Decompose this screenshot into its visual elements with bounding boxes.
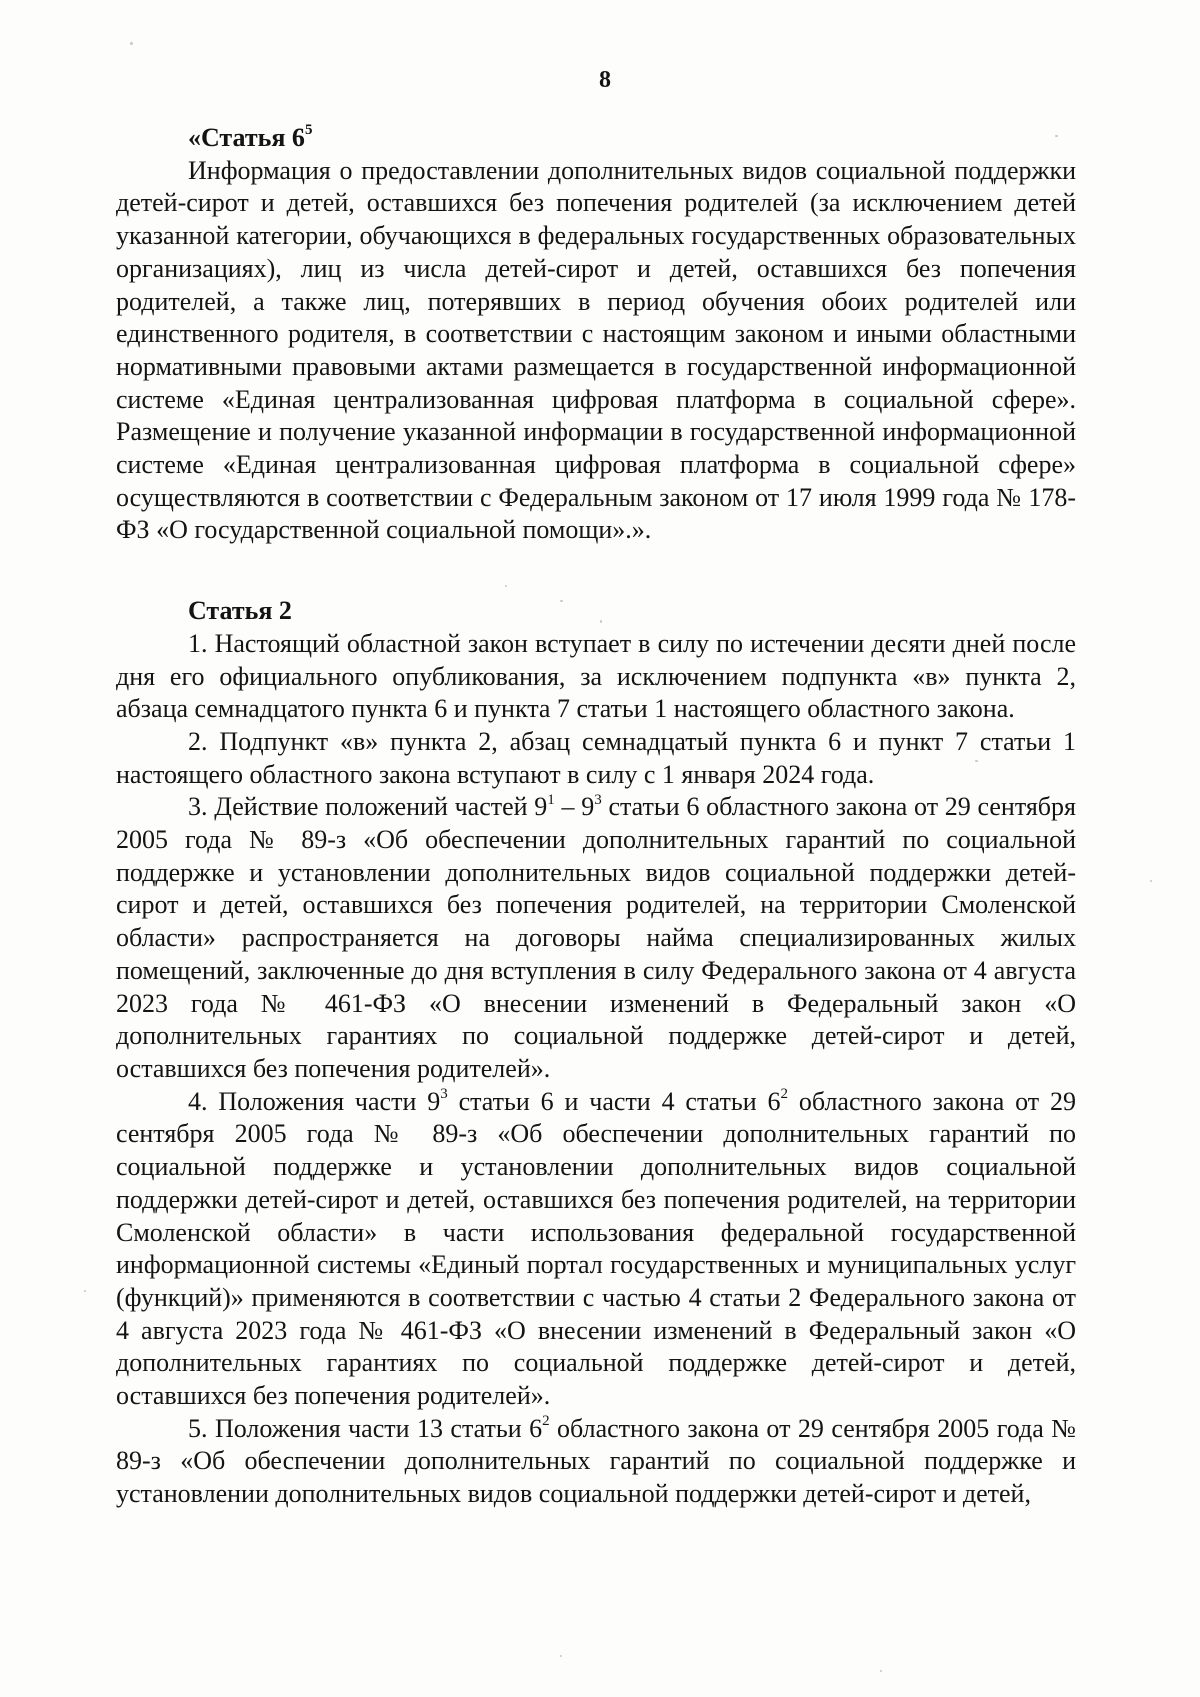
paragraph-3-text-c: статьи 6 областного закона от 29 сентября 2005 года № 89-з «Об обеспечении дополнительных гарантий по социальной поддержке и установлении дополнительных видов социальной поддержки детей-сирот и детей, оставшихся без попечения родителей, на территории Смоленской области» распространяется на договоры найма специализированных жилых помещений, заключенные до дня вступления в силу Федерального закона от 4 августа 2023 года № 461-ФЗ «О внесении изменений в Федеральный закон «О дополнительных гарантиях по социальной поддержке детей-сирот и детей, оставшихся без попечения родителей». [116,792,1076,1083]
paragraph-3-superscript-1: 1 [547,791,555,808]
paragraph-5-text-a: 5. Положения части 13 статьи 6 [188,1413,543,1443]
article-6-5-heading-text: «Статья 6 [188,123,305,152]
paragraph-3-text-a: 3. Действие положений частей 9 [188,792,548,822]
article-2-paragraph-1: 1. Настоящий областной закон вступает в силу по истечении десяти дней после дня его официального опубликования, за исключением подпункта «в» пункта 2, абзаца семнадцатого пункта 6 и пункта 7 статьи 1 настоящего областного закона. [116,628,1076,724]
article-6-5-heading-superscript: 5 [304,122,313,139]
paragraph-4-text-c: областного закона от 29 сентября 2005 года № 89-з «Об обеспечении дополнительных гарантий по социальной поддержке и установлении дополнительных видов социальной поддержки детей-сирот и детей, оставшихся без попечения родителей, на территории Смоленской области» в части использования федеральной государственной информационной системы «Единый портал государственных и муниципальных услуг (функций)» применяются в соответствии с частью 4 статьи 2 Федерального закона от 4 августа 2023 года № 461-ФЗ «О внесении изменений в Федеральный закон «О дополнительных гарантиях по социальной поддержке детей-сирот и детей, оставшихся без попечения родителей». [116,1086,1076,1411]
paragraph-5-text-b: областного закона от 29 сентября 2005 года № 89-з «Об обеспечении дополнительных гарантий по социальной поддержке и установлении дополнительных видов социальной поддержки детей-сирот и детей, [116,1413,1076,1509]
scan-speck [600,620,602,623]
article-2-paragraph-4 [116,1086,1076,1413]
scan-speck [560,1655,562,1657]
paragraph-3-text-b: – 9 [554,792,595,822]
scan-speck [560,600,563,602]
scan-speck [505,585,507,587]
article-6-5-paragraph: Информация о предоставлении дополнительных видов социальной поддержки детей-сирот и детей, оставшихся без попечения родителей (за исключением детей указанной категории, обучающихся в федеральных государственных образовательных организациях), лиц из числа детей-сирот и детей, оставшихся без попечения родителей, а также лиц, потерявших в период обучения обоих родителей или единственного родителя, в соответствии с настоящим законом и иными областными нормативными правовыми актами размещается в государственной информационной системе «Единая централизованная цифровая платформа в социальной сфере». Размещение и получение указанной информации в государственной информационной системе «Единая централизованная цифровая платформа в социальной сфере» осуществляются в соответствии с Федеральным законом от 17 июля 1999 года № 178-ФЗ «О государственной социальной помощи».». [116,155,1076,545]
article-2-paragraph-5 [116,1413,1076,1511]
scan-speck [880,1670,882,1672]
scan-speck [975,760,978,762]
scan-speck [1055,135,1058,137]
article-6-5-heading [116,122,1076,155]
scan-speck [1150,880,1152,882]
article-2-paragraph-3 [116,791,1076,1085]
scan-speck [84,1290,86,1292]
section-gap [116,547,1076,595]
scan-speck [130,42,133,45]
article-2-heading: Статья 2 [188,596,292,626]
paragraph-5-superscript-1: 2 [542,1413,550,1430]
page-number: 8 [599,67,611,93]
paragraph-4-text-b: статьи 6 и части 4 статьи 6 [447,1086,781,1116]
document-body [116,66,1076,1511]
paragraph-3-superscript-2: 3 [594,791,602,808]
paragraph-4-superscript-2: 2 [780,1086,789,1103]
paragraph-4-superscript-1: 3 [440,1086,448,1103]
article-2-paragraph-2: 2. Подпункт «в» пункта 2, абзац семнадцатый пункта 6 и пункт 7 статьи 1 настоящего областного закона вступают в силу с 1 января 2024 года. [116,726,1076,789]
paragraph-4-text-a: 4. Положения части 9 [188,1086,441,1116]
